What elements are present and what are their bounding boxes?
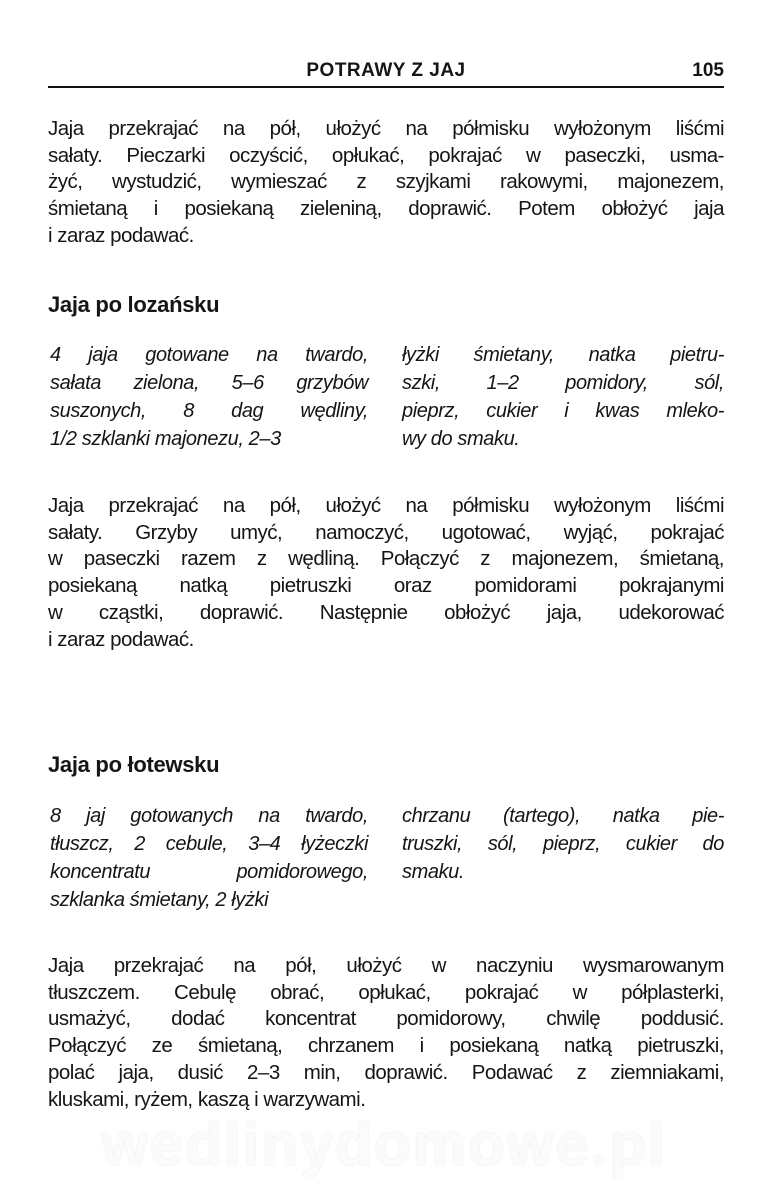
text-line: 1/2 szklanki majonezu, 2–3 — [50, 428, 281, 450]
running-header — [48, 56, 724, 88]
text-line: Jaja przekrajać na pół, ułożyć na półmisku wyłożonym liśćmi — [48, 117, 724, 140]
text-line: i zaraz podawać. — [48, 223, 194, 247]
text-line: i zaraz podawać. — [48, 627, 194, 651]
ingredients-right — [402, 341, 724, 453]
text-line: truszki, sól, pieprz, cukier do — [402, 833, 724, 855]
chapter-title: POTRAWY Z JAJ — [306, 60, 466, 81]
text-line: śmietaną i posiekaną zieleniną, doprawić. Potem obłożyć jaja — [48, 197, 724, 221]
recipe-title: Jaja po łotewsku — [48, 752, 220, 777]
ingredients-right — [402, 802, 724, 886]
text-line: w paseczki razem z wędliną. Połączyć z majonezem, śmietaną, — [48, 547, 724, 571]
text-line: tłuszcz, 2 cebule, 3–4 łyżeczki — [50, 833, 368, 855]
recipe-instructions — [48, 953, 724, 1113]
text-line: Połączyć ze śmietaną, chrzanem i posiekaną natką pietruszki, — [48, 1034, 724, 1058]
text-line: Jaja przekrajać na pół, ułożyć na półmisku wyłożonym liśćmi — [48, 494, 724, 517]
text-line: łyżki śmietany, natka pietru- — [402, 344, 724, 366]
text-line: kluskami, ryżem, kaszą i warzywami. — [48, 1087, 366, 1111]
intro-paragraph — [48, 116, 724, 250]
text-line: sałaty. Grzyby umyć, namoczyć, ugotować, wyjąć, pokrajać — [48, 520, 724, 544]
recipe-title: Jaja po lozańsku — [48, 292, 220, 317]
text-line: Jaja przekrajać na pół, ułożyć w naczyniu wysmarowanym — [48, 954, 724, 977]
text-line: w cząstki, doprawić. Następnie obłożyć jaja, udekorować — [48, 600, 724, 624]
page-number: 105 — [692, 60, 724, 81]
text-line: usmażyć, dodać koncentrat pomidorowy, chwilę poddusić. — [48, 1007, 724, 1031]
watermark: wedlinydomowe.pl — [101, 1111, 667, 1178]
recipe-instructions — [48, 493, 724, 653]
text-line: pieprz, cukier i kwas mleko- — [402, 400, 724, 422]
text-line: smaku. — [402, 861, 465, 883]
text-line: koncentratu pomidorowego, — [50, 861, 368, 883]
text-line: polać jaja, dusić 2–3 min, doprawić. Podawać z ziemniakami, — [48, 1060, 724, 1084]
text-line: 4 jaja gotowane na twardo, — [50, 344, 368, 366]
ingredients-left — [50, 341, 368, 453]
text-line: sałaty. Pieczarki oczyścić, opłukać, pokrajać w paseczki, usma- — [48, 143, 724, 167]
text-line: żyć, wystudzić, wymieszać z szyjkami rakowymi, majonezem, — [48, 170, 724, 194]
text-line: szki, 1–2 pomidory, sól, — [402, 372, 724, 394]
text-line: sałata zielona, 5–6 grzybów — [50, 372, 368, 394]
text-line: posiekaną natką pietruszki oraz pomidorami pokrajanymi — [48, 574, 724, 598]
text-line: wy do smaku. — [402, 428, 520, 450]
text-line: szklanka śmietany, 2 łyżki — [50, 889, 269, 911]
ingredients-left — [50, 802, 368, 914]
text-line: 8 jaj gotowanych na twardo, — [50, 805, 368, 827]
text-line: tłuszczem. Cebulę obrać, opłukać, pokrajać w półplasterki, — [48, 980, 724, 1004]
text-line: chrzanu (tartego), natka pie- — [402, 805, 724, 827]
text-line: suszonych, 8 dag wędliny, — [50, 400, 368, 422]
